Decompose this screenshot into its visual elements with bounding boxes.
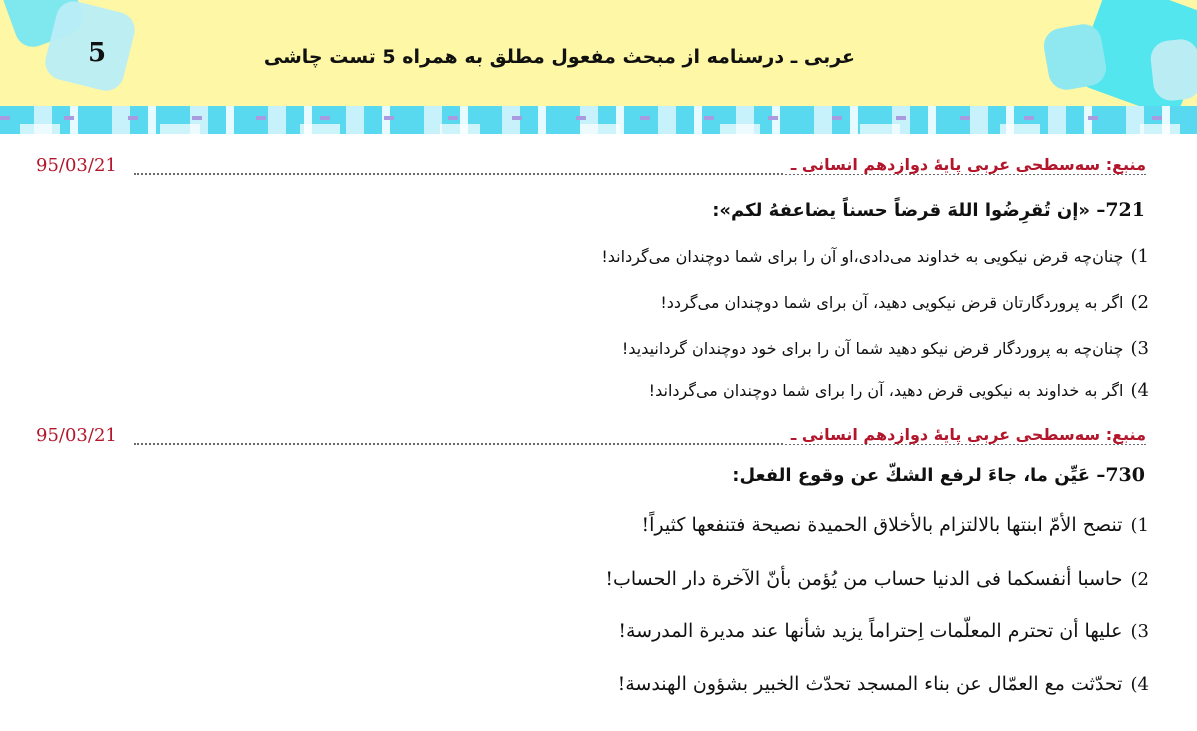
option-2[interactable]: 2) حاسبا أنفسكما فى الدنيا حساب من يُؤمن بأنّ الآخرة دار الحساب!: [605, 568, 1149, 590]
header-decorative-band: [0, 106, 1197, 134]
page-number: 5: [88, 38, 107, 68]
source-line: [36, 155, 1146, 181]
question-number: 721: [1105, 199, 1145, 221]
source-date: 95/03/21: [36, 425, 117, 446]
option-1[interactable]: 1) تنصح الأمّ ابنتها بالالتزام بالأخلاق الحميدة نصيحة فتنفعها كثيراً!: [641, 514, 1149, 536]
page-header: [0, 0, 1197, 106]
question-730: [45, 464, 1145, 486]
source-label: منبع: سه‌سطحی عربی پایهٔ دوازدهم انسانی ـ: [785, 425, 1146, 444]
source-line: [36, 425, 1146, 451]
page-title: عربی ـ درسنامه از مبحث مفعول مطلق به همراه 5 تست چاشی: [263, 46, 855, 68]
source-date: 95/03/21: [36, 155, 117, 176]
option-2[interactable]: 2) اگر به پروردگارتان قرض نیکویی دهید، آن برای شما دوچندان می‌گردد!: [660, 292, 1149, 313]
option-3[interactable]: 3) چنان‌چه به پروردگار قرض نیکو دهید شما آن را برای خود دوچندان گردانیدید!: [621, 338, 1149, 359]
source-label: منبع: سه‌سطحی عربی پایهٔ دوازدهم انسانی ـ: [785, 155, 1146, 174]
option-4[interactable]: 4) تحدّثت مع العمّال عن بناء المسجد تحدّث الخبير بشؤون الهندسة!: [617, 673, 1149, 695]
option-3[interactable]: 3) عليها أن تحترم المعلّمات اِحتراماً يزيد شأنها عند مديرة المدرسة!: [618, 620, 1149, 642]
decorative-shape: [1149, 38, 1197, 103]
question-721: [45, 199, 1145, 221]
question-prompt: – عَيِّن ما، جاءَ لرفع الشكّ عن وقوع الفعل:: [732, 465, 1106, 486]
question-prompt: – «إن تُقرِضُوا اللهَ قرضاً حسناً يضاعفهُ لكم»:: [712, 200, 1106, 221]
decorative-shape: [1041, 21, 1109, 92]
option-1[interactable]: 1) چنان‌چه قرض نیکویی به خداوند می‌دادی،او آن را برای شما دوچندان می‌گرداند!: [601, 246, 1149, 267]
question-number: 730: [1105, 464, 1145, 486]
option-4[interactable]: 4) اگر به خداوند به نیکویی قرض دهید، آن را برای شما دوچندان می‌گرداند!: [648, 380, 1149, 401]
